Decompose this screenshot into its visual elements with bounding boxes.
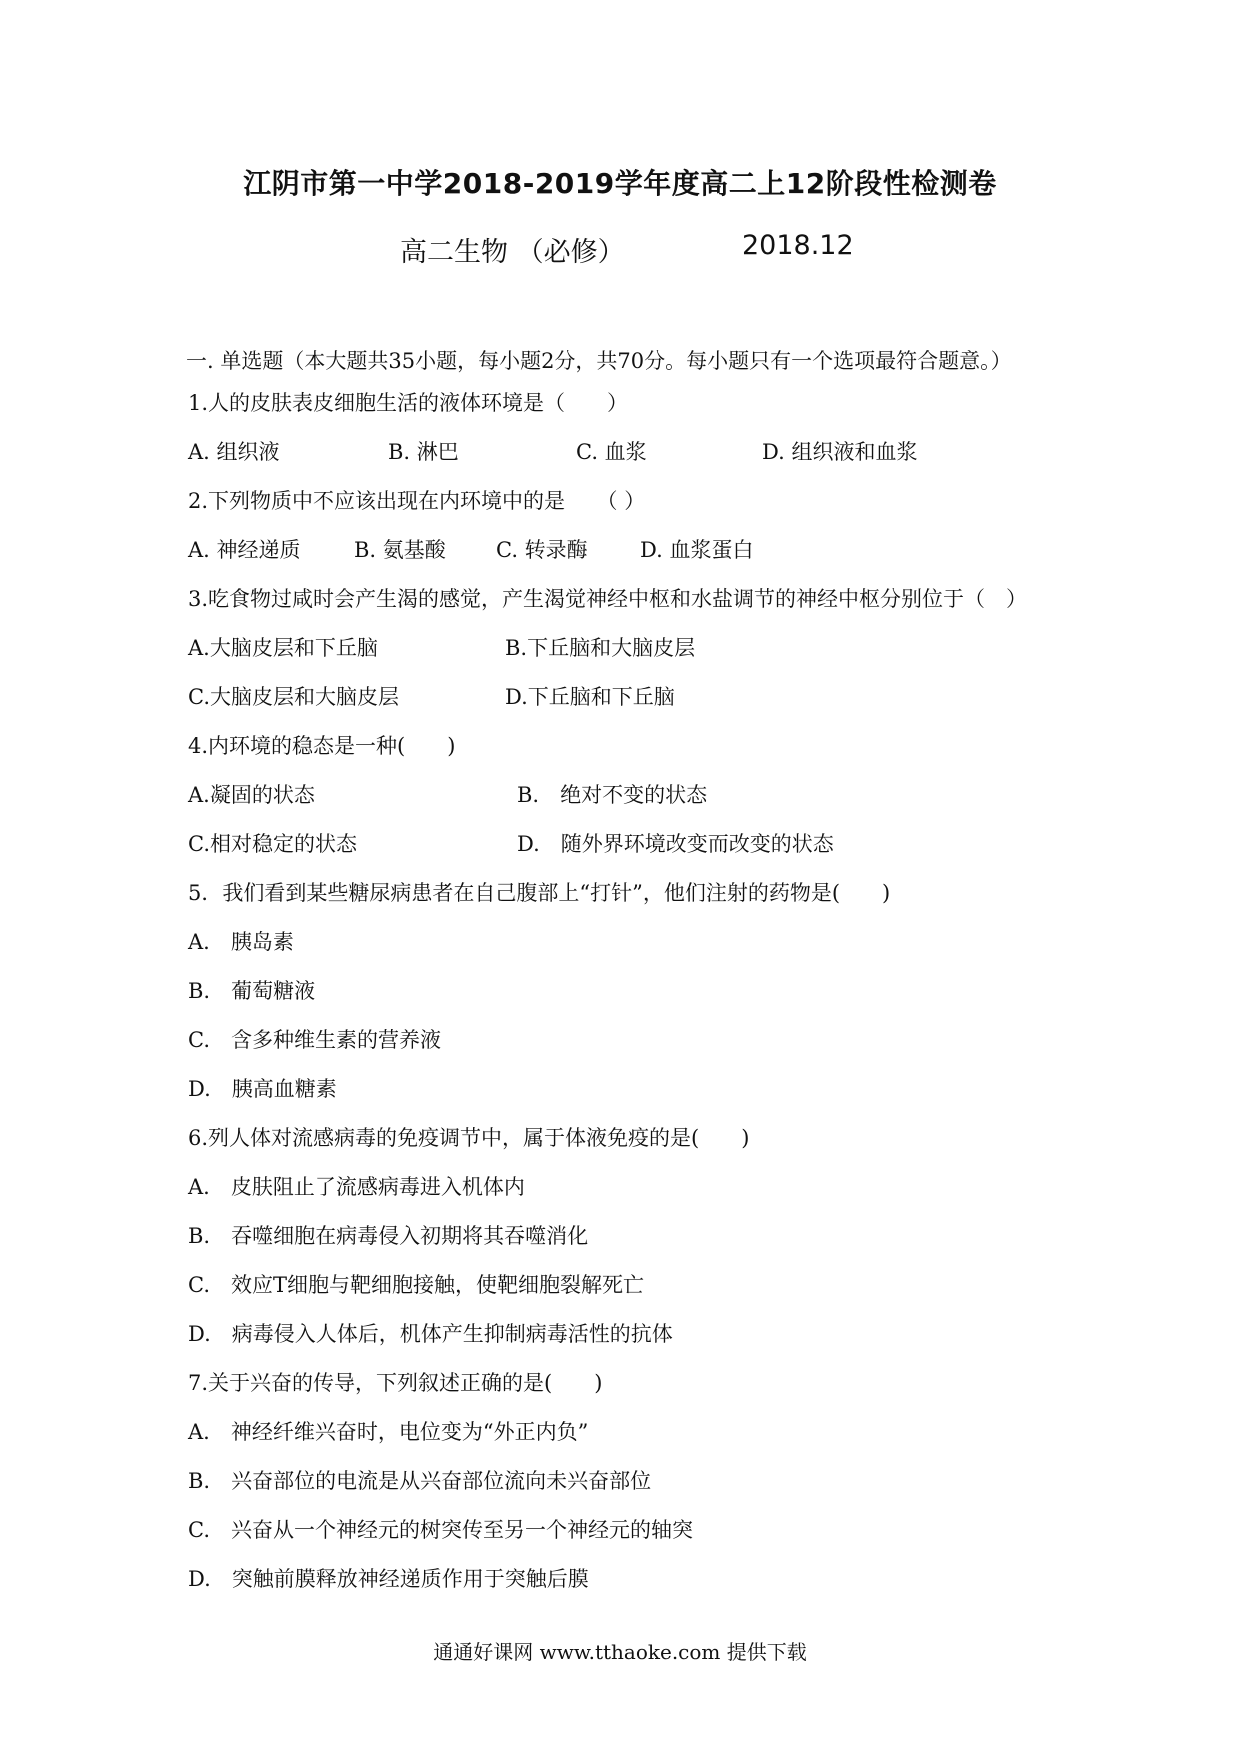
question-4-option-a: A.凝固的状态	[188, 783, 315, 807]
question-3-stem: 3.吃食物过咸时会产生渴的感觉，产生渴觉神经中枢和水盐调节的神经中枢分别位于（ ）	[188, 587, 1028, 611]
question-2-stem: 2.下列物质中不应该出现在内环境中的是 （ ）	[188, 489, 646, 513]
question-7-option-d: D. 突触前膜释放神经递质作用于突触后膜	[188, 1567, 589, 1591]
question-4-stem: 4.内环境的稳态是一种( )	[188, 734, 456, 758]
question-7-option-c: C. 兴奋从一个神经元的树突传至另一个神经元的轴突	[188, 1518, 693, 1542]
question-3-option-a: A.大脑皮层和下丘脑	[188, 636, 378, 660]
question-4-option-c: C.相对稳定的状态	[188, 832, 357, 856]
question-3-option-d: D.下丘脑和下丘脑	[505, 685, 675, 709]
question-2-option-a: A. 神经递质	[188, 538, 301, 562]
question-1-option-a: A. 组织液	[188, 440, 280, 464]
question-7-option-a: A. 神经纤维兴奋时，电位变为“外正内负”	[188, 1420, 589, 1444]
question-6-option-c: C. 效应T细胞与靶细胞接触，使靶细胞裂解死亡	[188, 1273, 644, 1297]
question-6-option-a: A. 皮肤阻止了流感病毒进入机体内	[188, 1175, 525, 1199]
exam-title: 江阴市第一中学2018-2019学年度高二上12阶段性检测卷	[243, 167, 997, 200]
exam-subject: 高二生物 （必修）	[400, 237, 625, 268]
question-2-option-c: C. 转录酶	[496, 538, 588, 562]
exam-date: 2018.12	[742, 230, 854, 261]
question-1-stem: 1.人的皮肤表皮细胞生活的液体环境是（ ）	[188, 391, 629, 415]
question-5-option-b: B. 葡萄糖液	[188, 979, 316, 1003]
question-4-option-b: B. 绝对不变的状态	[517, 783, 708, 807]
question-3-option-c: C.大脑皮层和大脑皮层	[188, 685, 399, 709]
question-4-option-d: D. 随外界环境改变而改变的状态	[517, 832, 834, 856]
question-6-option-d: D. 病毒侵入人体后，机体产生抑制病毒活性的抗体	[188, 1322, 673, 1346]
question-6-stem: 6.列人体对流感病毒的免疫调节中，属于体液免疫的是( )	[188, 1126, 750, 1150]
question-2-option-b: B. 氨基酸	[354, 538, 446, 562]
question-2-option-d: D. 血浆蛋白	[640, 538, 754, 562]
question-1-option-b: B. 淋巴	[388, 440, 459, 464]
question-1-option-d: D. 组织液和血浆	[762, 440, 918, 464]
question-7-stem: 7.关于兴奋的传导，下列叙述正确的是( )	[188, 1371, 603, 1395]
question-1-option-c: C. 血浆	[576, 440, 647, 464]
question-3-option-b: B.下丘脑和大脑皮层	[505, 636, 696, 660]
question-5-stem: 5．我们看到某些糖尿病患者在自己腹部上“打针”，他们注射的药物是( )	[188, 881, 891, 905]
question-5-option-a: A. 胰岛素	[188, 930, 294, 954]
question-5-option-d: D. 胰高血糖素	[188, 1077, 337, 1101]
question-7-option-b: B. 兴奋部位的电流是从兴奋部位流向未兴奋部位	[188, 1469, 652, 1493]
question-5-option-c: C. 含多种维生素的营养液	[188, 1028, 441, 1052]
page-footer: 通通好课网 www.tthaoke.com 提供下载	[433, 1640, 807, 1664]
section-heading: 一. 单选题（本大题共35小题，每小题2分，共70分。每小题只有一个选项最符合题意。）	[186, 349, 1012, 373]
question-6-option-b: B. 吞噬细胞在病毒侵入初期将其吞噬消化	[188, 1224, 589, 1248]
